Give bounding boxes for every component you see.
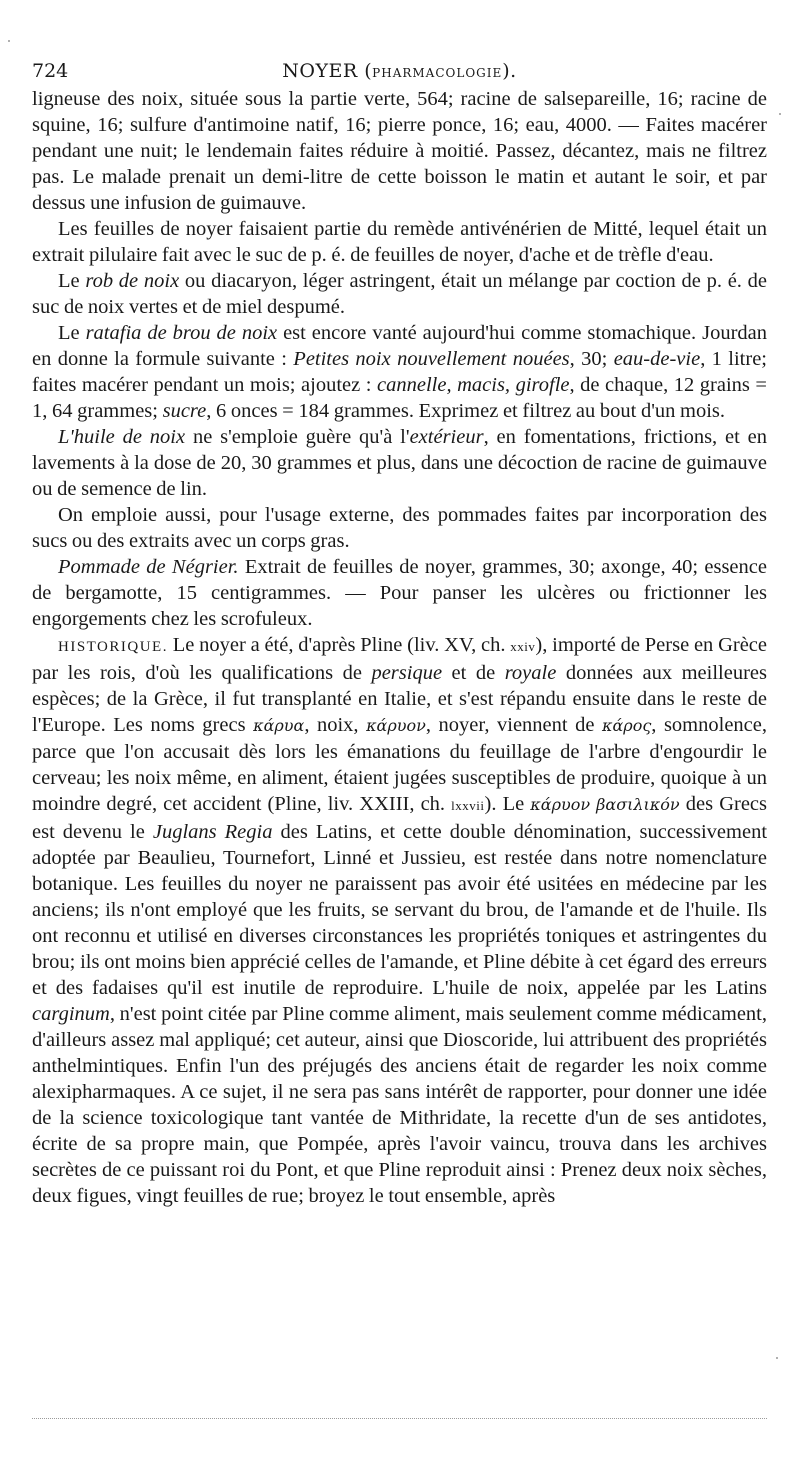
text-run: , 1 litre; faites macérer pendant un mois; ajoutez : (32, 348, 767, 396)
text-run: Le (58, 270, 86, 292)
text-run: est encore vanté aujourd'hui comme stomachique. Jourdan en donne la formule suivante : (32, 322, 768, 370)
term-carginum: carginum (32, 1003, 110, 1025)
paragraph-continuation: ligneuse des noix, située sous la partie verte, 564; racine de salsepareille, 16; racine de squine, 16; sulfure d'antimoine natif, 16; pierre ponce, 16; eau, 4000. — Faites macérer pendant une nuit; le lendemain faites réduire à moitié. Passez, décantez, mais ne filtrez pas. Le malade prenait un demi-litre de cette boisson le matin et autant le soir, et par dessus une infusion de guimauve. (32, 88, 767, 214)
body-text (32, 86, 767, 1209)
text-run: des Grecs est devenu le (32, 793, 768, 843)
running-title (32, 58, 767, 86)
text-run: ne s'emploie guère qu'à l' (185, 426, 410, 448)
paragraph-pommade-negrier (32, 554, 767, 632)
term-juglans-regia: Juglans Regia (152, 821, 273, 843)
term-persique: persique (371, 662, 443, 684)
greek-karuon-basilikon: κάρυον βασιλικόν (530, 795, 680, 814)
page-header (32, 58, 767, 84)
text-run: Extrait de feuilles de noyer, grammes, 30; axonge, 40; essence de bergamotte, 15 centigrammes. — Pour panser les ulcères ou frictionner les engorgements chez les scrofuleux. (32, 556, 767, 630)
text-run: , noix, (304, 714, 367, 736)
text-run: , en fomentations, frictions, et en lavements à la dose de 20, 30 grammes et plus, dans une décoction de racine de guimauve ou de semence de lin. (32, 426, 768, 500)
greek-karuon: κάρυον (366, 716, 426, 735)
text-run: ). Le (484, 793, 531, 815)
paragraph-ratafia (32, 320, 767, 424)
text-run: et de (442, 662, 505, 684)
term-pommade-negrier: Pommade de Négrier. (58, 556, 239, 578)
section-lead-historique: HISTORIQUE. (58, 639, 168, 655)
scan-speck (776, 1357, 778, 1359)
term-royale: royale (504, 662, 557, 684)
text-run: , 30; (569, 348, 614, 370)
text-run: ), importé de Perse en Grèce par les rois, d'où les qualifications de (32, 634, 768, 684)
book-page (32, 58, 767, 1209)
scan-speck (779, 113, 781, 115)
text-run: Le (58, 322, 86, 344)
paragraph-historique (32, 632, 767, 1209)
term-ratafia: ratafia de brou de noix (85, 322, 278, 344)
greek-karua: κάρυα (253, 716, 305, 735)
ingredient-epices: cannelle, macis, girofle (377, 374, 570, 396)
term-huile-de-noix: L'huile de noix (58, 426, 186, 448)
page-number: 724 (32, 60, 69, 82)
paragraph-pommades: On emploie aussi, pour l'usage externe, des pommades faites par incorporation des sucs ou des extraits avec un corps gras. (32, 504, 767, 552)
running-title-end: ). (502, 60, 517, 82)
paragraph-mitte-remedy: Les feuilles de noyer faisaient partie du remède antivénérien de Mitté, lequel était un extrait pilulaire fait avec le suc de p. é. de feuilles de noyer, d'ache et de trèfle d'eau. (32, 218, 767, 266)
text-run: , n'est point citée par Pline comme aliment, mais seulement comme médicament, d'ailleurs assez mal appliqué; cet auteur, ainsi que Dioscoride, lui attribuent des propriétés anthelmintiques. Enfin l'un des préjugés des anciens était de regarder les noix comme alexipharmaques. A ce sujet, il ne sera pas sans intérêt de rapporter, pour donner une idée de la science toxicologique tant vantée de Mithridate, la recette d'un de ses antidotes, écrite de sa propre main, que Pompée, après l'avoir vaincu, trouva dans les archives secrètes de ce puissant roi du Pont, et que Pline reproduit ainsi : Prenez deux noix sèches, deux figues, vingt feuilles de rue; broyez le tout ensemble, après (32, 1003, 767, 1207)
term-exterieur: extérieur (409, 426, 484, 448)
paragraph-huile-de-noix (32, 424, 767, 502)
text-run: des Latins, et cette double dénomination, successivement adoptée par Beaulieu, Tournefort, Linné et Jussieu, est restée dans notre nomenclature botanique. Les feuilles du noyer ne paraissent pas avoir été usitées en médecine par les anciens; ils n'ont employé que les fruits, se servant du brou, de l'amande et de l'huile. Ils ont reconnu et utilisé en diverses circonstances les propriétés toniques et astringentes du brou; ils ont moins bien apprécié celles de l'amande, et Pline débite à cet égard des erreurs et des fadaises qu'il est inutile de reproduire. L'huile de noix, appelée par les Latins (32, 821, 768, 999)
scan-speck (8, 40, 10, 42)
ingredient-noix: Petites noix nouvellement nouées (293, 348, 570, 370)
text-run: , noyer, viennent de (425, 714, 602, 736)
greek-karos: κάρος (602, 716, 652, 735)
term-rob-de-noix: rob de noix (85, 270, 180, 292)
text-run: Le noyer a été, d'après Pline (liv. XV, ch. (167, 634, 511, 656)
text-run: , 6 onces = 184 grammes. Exprimez et filtrez au bout d'un mois. (206, 400, 726, 422)
ingredient-sucre: sucre (162, 400, 207, 422)
chapter-ref: xxiv (510, 639, 536, 654)
running-title-subject: PHARMACOLOGIE (372, 66, 503, 80)
text-run: ou diacaryon, léger astringent, était un mélange par coction de p. é. de suc de noix vertes et de miel despumé. (32, 270, 767, 318)
text-run: , de chaque, 12 grains = 1, 64 grammes; (32, 374, 767, 422)
running-title-main: NOYER ( (282, 60, 373, 82)
text-run: données aux meilleures espèces; de la Grèce, il fut transplanté en Italie, et s'est répandu ensuite dans le reste de l'Europe. Les noms grecs (32, 662, 767, 736)
text-run: , somnolence, parce que l'on accusait dès lors les émanations du feuillage de l'arbre d'engourdir le cerveau; les noix même, en aliment, étaient jugées susceptibles de produire, quoique à un moindre degré, cet accident (Pline, liv. XXIII, ch. (32, 714, 767, 815)
chapter-ref: lxxvii (451, 798, 485, 813)
paragraph-rob-de-noix (32, 268, 767, 320)
ingredient-eau-de-vie: eau-de-vie (613, 348, 701, 370)
footer-dotted-rule (32, 1418, 767, 1423)
